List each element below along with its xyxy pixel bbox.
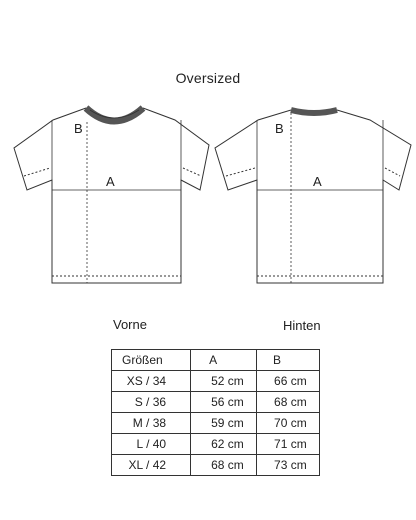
front-shirt-outline [14,108,209,283]
measure-b-cell: 66 cm [257,371,320,392]
table-row [112,434,320,455]
size-table [111,349,320,476]
measure-a-cell: 59 cm [191,413,257,434]
size-cell: XS / 34 [112,371,191,392]
table-row [112,392,320,413]
measure-b-cell: 70 cm [257,413,320,434]
front-tshirt [14,108,209,283]
header-cell-a: A [191,350,257,371]
measure-a-cell: 68 cm [191,455,257,476]
table-row [112,455,320,476]
back-ribbed-collar [291,110,337,113]
size-cell: XL / 42 [112,455,191,476]
measure-a-cell: 56 cm [191,392,257,413]
measure-a-cell: 62 cm [191,434,257,455]
measure-b-cell: 73 cm [257,455,320,476]
back-label-b: B [275,121,284,136]
back-view-label: Hinten [283,318,321,333]
front-label-b: B [74,121,83,136]
front-ribbed-collar [86,108,143,121]
size-cell: S / 36 [112,392,191,413]
table-row [112,371,320,392]
size-table-header [112,350,320,371]
size-cell: M / 38 [112,413,191,434]
measure-b-cell: 68 cm [257,392,320,413]
back-tshirt [215,110,411,283]
header-cell-size: Größen [112,350,191,371]
diagram-title: Oversized [175,70,241,86]
measure-a-cell: 52 cm [191,371,257,392]
header-cell-b: B [257,350,320,371]
front-label-a: A [106,174,115,189]
back-label-a: A [313,174,322,189]
front-view-label: Vorne [113,317,147,332]
back-shirt-outline [215,110,411,283]
table-row [112,413,320,434]
size-cell: L / 40 [112,434,191,455]
measure-b-cell: 71 cm [257,434,320,455]
